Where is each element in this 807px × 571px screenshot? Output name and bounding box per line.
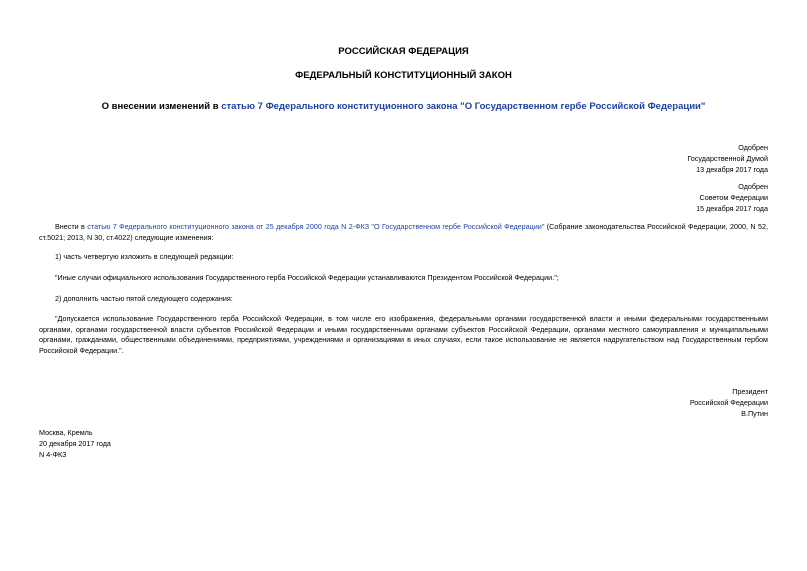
signature-name: В.Путин — [741, 409, 768, 418]
approval-council-body: Советом Федерации — [699, 193, 768, 202]
approval-duma-date: 13 декабря 2017 года — [696, 165, 768, 174]
law-title-link[interactable]: статью 7 Федерального конституционного закона "О Государственном гербе Российской Федерации" — [221, 101, 706, 112]
country-heading: РОССИЙСКАЯ ФЕДЕРАЦИЯ — [338, 46, 469, 57]
item-1: 1) часть четвертую изложить в следующей редакции: — [55, 252, 234, 261]
approval-duma-body: Государственной Думой — [687, 154, 768, 163]
signature-title: Президент — [732, 387, 768, 396]
intro-prefix: Внести в — [55, 222, 88, 231]
item-2: 2) дополнить частью пятой следующего содержания: — [55, 294, 233, 303]
intro-law-link[interactable]: статью 7 Федерального конституционного закона от 25 декабря 2000 года N 2-ФКЗ "О Государственном гербе Российской Федерации" — [87, 222, 545, 231]
approval-duma-status: Одобрен — [738, 143, 768, 152]
intro-suffix: (Собрание законодательства Российской Федерации, 2000, N 52, ст.5021; 2013, N 30, ст.4022) следующие изменения: — [39, 222, 768, 242]
intro-paragraph — [39, 222, 768, 243]
quote-1: "Иные случаи официального использования Государственного герба Российской Федерации устанавливаются Президентом Российской Федерации."; — [55, 273, 559, 282]
signature-block — [690, 386, 768, 419]
place-date-block — [39, 427, 111, 460]
law-title — [0, 101, 807, 112]
approval-federation-council — [696, 181, 768, 214]
approval-duma — [687, 142, 768, 175]
quote-2: "Допускается использование Государственного герба Российской Федерации, в том числе его изображения, федеральными органами государственной власти и иными федеральными государственными органами, органами государственной власти субъектов Российской Федерации и иными государственными органами субъектов Российской Федерации, органами местного самоуправления и муниципальными органами, гражданами, общественными объединениями, предприятиями, учреждениями и организациями в иных случаях, если такое использование не является надругательством над Государственным гербом Российской Федерации.". — [39, 314, 768, 355]
signing-place: Москва, Кремль — [39, 428, 93, 437]
signature-country: Российской Федерации — [689, 398, 768, 407]
law-type-heading: ФЕДЕРАЛЬНЫЙ КОНСТИТУЦИОННЫЙ ЗАКОН — [295, 70, 512, 81]
law-title-prefix: О внесении изменений в — [101, 101, 222, 112]
signing-date: 20 декабря 2017 года — [39, 439, 111, 448]
law-number: N 4-ФКЗ — [39, 450, 67, 459]
approval-council-status: Одобрен — [738, 182, 768, 191]
approval-council-date: 15 декабря 2017 года — [696, 204, 768, 213]
